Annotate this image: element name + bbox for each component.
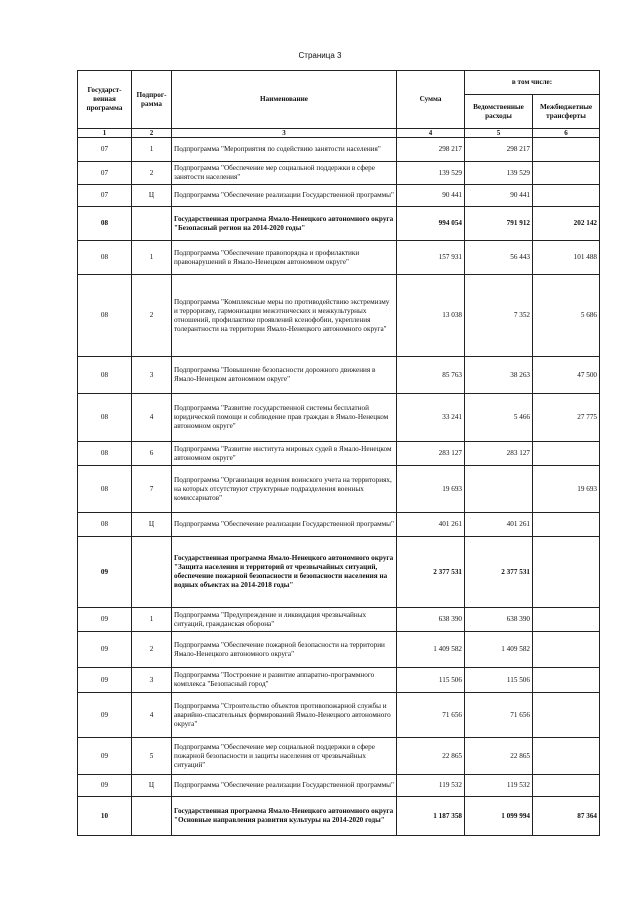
table-row bbox=[78, 275, 600, 357]
departmental-value: 115 506 bbox=[465, 668, 533, 693]
header-sum: Сумма bbox=[397, 71, 465, 129]
transfer-value: 87 364 bbox=[533, 797, 600, 836]
transfer-value bbox=[533, 693, 600, 738]
transfer-value bbox=[533, 537, 600, 608]
transfer-value: 19 693 bbox=[533, 466, 600, 513]
state-program-code: 08 bbox=[78, 357, 132, 394]
subprogram-code: 1 bbox=[132, 138, 172, 162]
program-name: Государственная программа Ямало-Ненецкого автономного округа "Основные направления развития культуры на 2014-2020 годы" bbox=[172, 797, 397, 836]
state-program-code: 08 bbox=[78, 207, 132, 241]
subprogram-code: 3 bbox=[132, 357, 172, 394]
program-name: Подпрограмма "Обеспечение мер социальной поддержки в сфере занятости населения" bbox=[172, 162, 397, 185]
sum-value: 85 763 bbox=[397, 357, 465, 394]
transfer-value bbox=[533, 162, 600, 185]
departmental-value bbox=[465, 466, 533, 513]
sum-value: 2 377 531 bbox=[397, 537, 465, 608]
program-total-row bbox=[78, 207, 600, 241]
program-name: Подпрограмма "Организация ведения воинского учета на территориях, на которых отсутствуют структурные подразделения военных комиссариатов" bbox=[172, 466, 397, 513]
table-row bbox=[78, 738, 600, 775]
subprogram-code: Ц bbox=[132, 775, 172, 797]
column-number: 6 bbox=[533, 129, 600, 138]
state-program-code: 08 bbox=[78, 466, 132, 513]
program-name: Подпрограмма "Предупреждение и ликвидация чрезвычайных ситуаций, гражданская оборона" bbox=[172, 608, 397, 632]
program-name: Государственная программа Ямало-Ненецкого автономного округа "Безопасный регион на 2014-2020 годы" bbox=[172, 207, 397, 241]
transfer-value bbox=[533, 632, 600, 668]
departmental-value: 139 529 bbox=[465, 162, 533, 185]
program-name: Подпрограмма "Обеспечение правопорядка и профилактики правонарушений в Ямало-Ненецком автономном округе" bbox=[172, 241, 397, 275]
transfer-value: 101 488 bbox=[533, 241, 600, 275]
column-number: 3 bbox=[172, 129, 397, 138]
table-header bbox=[78, 71, 600, 138]
sum-value: 401 261 bbox=[397, 513, 465, 537]
transfer-value bbox=[533, 138, 600, 162]
sum-value: 71 656 bbox=[397, 693, 465, 738]
sum-value: 139 529 bbox=[397, 162, 465, 185]
departmental-value: 90 441 bbox=[465, 185, 533, 207]
subprogram-code: 2 bbox=[132, 275, 172, 357]
state-program-code: 07 bbox=[78, 162, 132, 185]
budget-allocation-table bbox=[77, 70, 600, 836]
transfer-value: 202 142 bbox=[533, 207, 600, 241]
program-name: Подпрограмма "Обеспечение реализации Государственной программы" bbox=[172, 775, 397, 797]
subprogram-code: 4 bbox=[132, 394, 172, 442]
subprogram-code bbox=[132, 207, 172, 241]
subprogram-code: 6 bbox=[132, 442, 172, 466]
subprogram-code: 2 bbox=[132, 162, 172, 185]
program-name: Подпрограмма "Обеспечение пожарной безопасности на территории Ямало-Ненецкого автономного округа" bbox=[172, 632, 397, 668]
table-row bbox=[78, 668, 600, 693]
program-name: Подпрограмма "Строительство объектов противопожарной службы и аварийно-спасательных формирований Ямало-Ненецкого автономного округа" bbox=[172, 693, 397, 738]
state-program-code: 07 bbox=[78, 185, 132, 207]
sum-value: 157 931 bbox=[397, 241, 465, 275]
program-name: Подпрограмма "Мероприятия по содействию занятости населения" bbox=[172, 138, 397, 162]
program-name: Подпрограмма "Обеспечение мер социальной поддержки в сфере пожарной безопасности и защиты населения от чрезвычайных ситуаций" bbox=[172, 738, 397, 775]
sum-value: 298 217 bbox=[397, 138, 465, 162]
state-program-code: 07 bbox=[78, 138, 132, 162]
program-name: Государственная программа Ямало-Ненецкого автономного округа "Защита населения и территорий от чрезвычайных ситуаций, обеспечение пожарной безопасности и безопасности населения на водных объектах на 2014-2018 годы" bbox=[172, 537, 397, 608]
subprogram-code: Ц bbox=[132, 185, 172, 207]
state-program-code: 09 bbox=[78, 537, 132, 608]
transfer-value: 47 500 bbox=[533, 357, 600, 394]
subprogram-code: 4 bbox=[132, 693, 172, 738]
table-row bbox=[78, 775, 600, 797]
state-program-code: 09 bbox=[78, 738, 132, 775]
sum-value: 1 187 358 bbox=[397, 797, 465, 836]
program-total-row bbox=[78, 797, 600, 836]
sum-value: 22 865 bbox=[397, 738, 465, 775]
subprogram-code: Ц bbox=[132, 513, 172, 537]
table-row bbox=[78, 357, 600, 394]
sum-value: 1 409 582 bbox=[397, 632, 465, 668]
state-program-code: 09 bbox=[78, 632, 132, 668]
departmental-value: 22 865 bbox=[465, 738, 533, 775]
header-including: в том числе: bbox=[465, 71, 600, 95]
departmental-value: 38 263 bbox=[465, 357, 533, 394]
table-row bbox=[78, 162, 600, 185]
header-departmental-expenses: Ведомственные расходы bbox=[465, 95, 533, 129]
departmental-value: 791 912 bbox=[465, 207, 533, 241]
table-row bbox=[78, 693, 600, 738]
table-row bbox=[78, 241, 600, 275]
program-name: Подпрограмма "Построение и развитие аппаратно-программного комплекса "Безопасный город" bbox=[172, 668, 397, 693]
departmental-value: 5 466 bbox=[465, 394, 533, 442]
table-row bbox=[78, 442, 600, 466]
departmental-value: 119 532 bbox=[465, 775, 533, 797]
table-row bbox=[78, 513, 600, 537]
transfer-value bbox=[533, 185, 600, 207]
state-program-code: 09 bbox=[78, 608, 132, 632]
state-program-code: 08 bbox=[78, 442, 132, 466]
sum-value: 115 506 bbox=[397, 668, 465, 693]
departmental-value: 1 099 994 bbox=[465, 797, 533, 836]
departmental-value: 638 390 bbox=[465, 608, 533, 632]
table-row bbox=[78, 394, 600, 442]
program-name: Подпрограмма "Обеспечение реализации Государственной программы" bbox=[172, 185, 397, 207]
table-body bbox=[78, 138, 600, 836]
departmental-value: 401 261 bbox=[465, 513, 533, 537]
transfer-value bbox=[533, 513, 600, 537]
transfer-value bbox=[533, 775, 600, 797]
program-name: Подпрограмма "Повышение безопасности дорожного движения в Ямало-Ненецком автономном округе" bbox=[172, 357, 397, 394]
header-name: Наименование bbox=[172, 71, 397, 129]
program-total-row bbox=[78, 537, 600, 608]
sum-value: 119 532 bbox=[397, 775, 465, 797]
departmental-value: 283 127 bbox=[465, 442, 533, 466]
subprogram-code: 1 bbox=[132, 608, 172, 632]
sum-value: 33 241 bbox=[397, 394, 465, 442]
table-row bbox=[78, 608, 600, 632]
subprogram-code: 5 bbox=[132, 738, 172, 775]
state-program-code: 09 bbox=[78, 775, 132, 797]
program-name: Подпрограмма "Комплексные меры по противодействию экстремизму и терроризму, гармонизации межэтнических и межкультурных отношений, профилактике проявлений ксенофобии, укрепления толерантности на территории Ямало-Ненецкого автономного округа" bbox=[172, 275, 397, 357]
state-program-code: 08 bbox=[78, 275, 132, 357]
subprogram-code: 3 bbox=[132, 668, 172, 693]
subprogram-code: 7 bbox=[132, 466, 172, 513]
transfer-value bbox=[533, 442, 600, 466]
state-program-code: 08 bbox=[78, 241, 132, 275]
transfer-value bbox=[533, 738, 600, 775]
table-row bbox=[78, 466, 600, 513]
sum-value: 19 693 bbox=[397, 466, 465, 513]
table-row bbox=[78, 138, 600, 162]
program-name: Подпрограмма "Обеспечение реализации Государственной программы" bbox=[172, 513, 397, 537]
sum-value: 638 390 bbox=[397, 608, 465, 632]
subprogram-code: 2 bbox=[132, 632, 172, 668]
departmental-value: 71 656 bbox=[465, 693, 533, 738]
column-number: 2 bbox=[132, 129, 172, 138]
program-name: Подпрограмма "Развитие института мировых судей в Ямало-Ненецком автономном округе" bbox=[172, 442, 397, 466]
transfer-value bbox=[533, 608, 600, 632]
header-interbudget-transfers: Межбюджетные трансферты bbox=[533, 95, 600, 129]
sum-value: 90 441 bbox=[397, 185, 465, 207]
header-subprogram: Подпрог-рамма bbox=[132, 71, 172, 129]
subprogram-code: 1 bbox=[132, 241, 172, 275]
departmental-value: 298 217 bbox=[465, 138, 533, 162]
header-state-program: Государст-венная программа bbox=[78, 71, 132, 129]
column-number-row bbox=[78, 129, 600, 138]
column-number: 4 bbox=[397, 129, 465, 138]
transfer-value: 27 775 bbox=[533, 394, 600, 442]
program-name: Подпрограмма "Развитие государственной системы бесплатной юридической помощи и соблюдение прав граждан в Ямало-Ненецком автономном округе" bbox=[172, 394, 397, 442]
table-row bbox=[78, 632, 600, 668]
departmental-value: 1 409 582 bbox=[465, 632, 533, 668]
column-number: 5 bbox=[465, 129, 533, 138]
departmental-value: 7 352 bbox=[465, 275, 533, 357]
sum-value: 994 054 bbox=[397, 207, 465, 241]
sum-value: 13 038 bbox=[397, 275, 465, 357]
table-row bbox=[78, 185, 600, 207]
subprogram-code bbox=[132, 537, 172, 608]
departmental-value: 2 377 531 bbox=[465, 537, 533, 608]
subprogram-code bbox=[132, 797, 172, 836]
state-program-code: 08 bbox=[78, 394, 132, 442]
transfer-value: 5 686 bbox=[533, 275, 600, 357]
state-program-code: 10 bbox=[78, 797, 132, 836]
page-number-label: Страница 3 bbox=[298, 51, 342, 60]
state-program-code: 09 bbox=[78, 693, 132, 738]
state-program-code: 08 bbox=[78, 513, 132, 537]
state-program-code: 09 bbox=[78, 668, 132, 693]
sum-value: 283 127 bbox=[397, 442, 465, 466]
column-number: 1 bbox=[78, 129, 132, 138]
transfer-value bbox=[533, 668, 600, 693]
departmental-value: 56 443 bbox=[465, 241, 533, 275]
